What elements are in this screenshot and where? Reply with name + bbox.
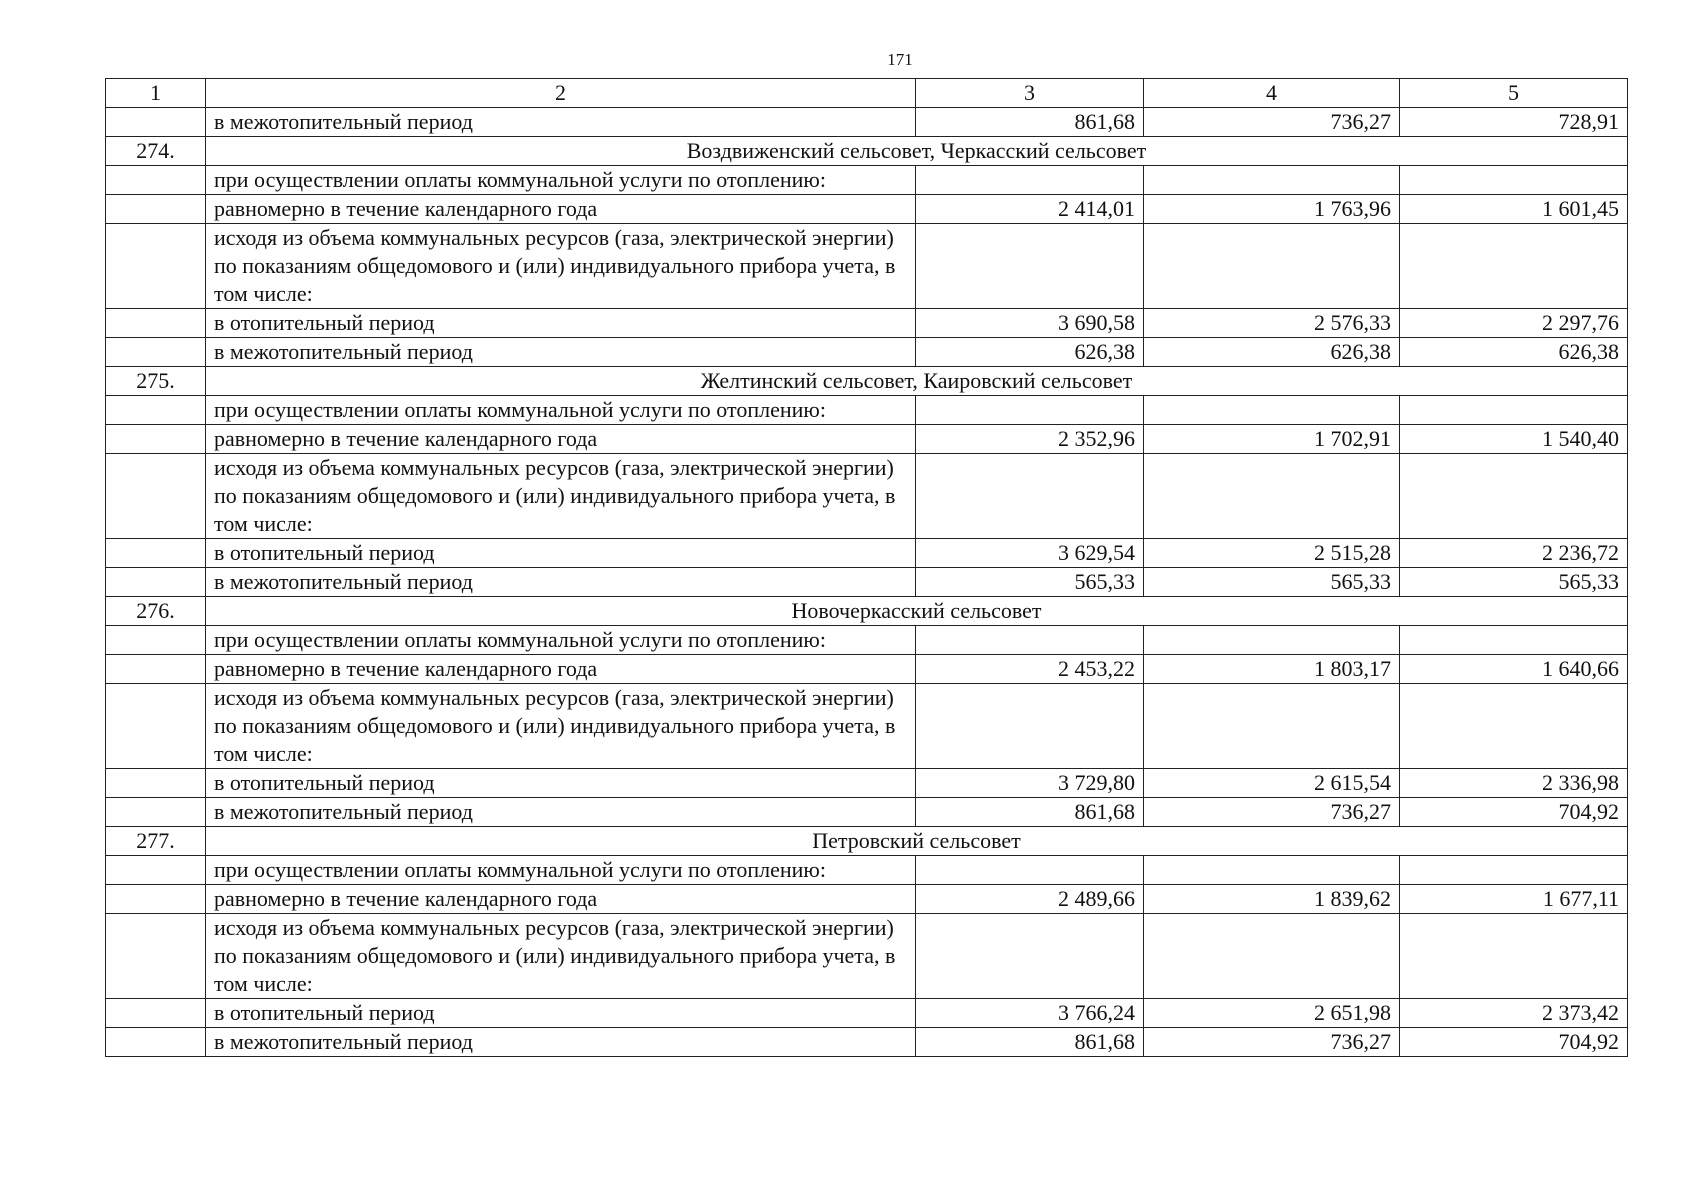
value-col-5: 728,91 [1400, 108, 1628, 137]
value-col-3: 3 729,80 [916, 769, 1144, 798]
row-number-cell [106, 769, 206, 798]
value-col-4: 2 515,28 [1144, 539, 1400, 568]
value-col-4: 565,33 [1144, 568, 1400, 597]
value-col-3 [916, 914, 1144, 999]
value-col-5: 1 601,45 [1400, 195, 1628, 224]
header-cell-3: 3 [916, 79, 1144, 108]
value-col-5 [1400, 166, 1628, 195]
table-row [106, 539, 1628, 568]
value-col-3: 3 690,58 [916, 309, 1144, 338]
row-number-cell [106, 655, 206, 684]
section-title: Желтинский сельсовет, Каировский сельсовет [206, 367, 1628, 396]
value-col-3 [916, 396, 1144, 425]
value-col-3: 861,68 [916, 1028, 1144, 1057]
value-col-3 [916, 454, 1144, 539]
row-label: в межотопительный период [206, 798, 916, 827]
row-label: в межотопительный период [206, 108, 916, 137]
value-col-4: 2 576,33 [1144, 309, 1400, 338]
value-col-5 [1400, 626, 1628, 655]
header-cell-1: 1 [106, 79, 206, 108]
value-col-3: 3 629,54 [916, 539, 1144, 568]
value-col-3: 861,68 [916, 798, 1144, 827]
row-number-cell [106, 798, 206, 827]
page-number: 171 [887, 50, 913, 69]
value-col-5: 704,92 [1400, 798, 1628, 827]
row-label: при осуществлении оплаты коммунальной услуги по отоплению: [206, 396, 916, 425]
row-label: в межотопительный период [206, 1028, 916, 1057]
value-col-5: 2 373,42 [1400, 999, 1628, 1028]
row-label: в межотопительный период [206, 568, 916, 597]
table-row [106, 914, 1628, 999]
value-col-4 [1144, 914, 1400, 999]
table-row [106, 684, 1628, 769]
section-row [106, 137, 1628, 166]
tariff-table [105, 78, 1628, 1057]
header-cell-5: 5 [1400, 79, 1628, 108]
table-row [106, 454, 1628, 539]
row-number-cell [106, 309, 206, 338]
table-row [106, 425, 1628, 454]
table-row [106, 108, 1628, 137]
value-col-5: 1 677,11 [1400, 885, 1628, 914]
header-cell-4: 4 [1144, 79, 1400, 108]
section-number: 274. [106, 137, 206, 166]
table-row [106, 309, 1628, 338]
value-col-4: 1 763,96 [1144, 195, 1400, 224]
header-row [106, 79, 1628, 108]
row-label: в отопительный период [206, 539, 916, 568]
row-number-cell [106, 856, 206, 885]
row-number-cell [106, 425, 206, 454]
value-col-4: 2 651,98 [1144, 999, 1400, 1028]
value-col-5: 704,92 [1400, 1028, 1628, 1057]
row-label: в отопительный период [206, 999, 916, 1028]
value-col-3 [916, 224, 1144, 309]
row-number-cell [106, 224, 206, 309]
value-col-4: 2 615,54 [1144, 769, 1400, 798]
section-row [106, 597, 1628, 626]
row-label: исходя из объема коммунальных ресурсов (газа, электрической энергии) по показаниям общедомового и (или) индивидуального прибора учета, в том числе: [206, 224, 916, 309]
table-row [106, 166, 1628, 195]
row-number-cell [106, 626, 206, 655]
row-label: равномерно в течение календарного года [206, 655, 916, 684]
value-col-4 [1144, 626, 1400, 655]
value-col-4: 1 803,17 [1144, 655, 1400, 684]
row-label: при осуществлении оплаты коммунальной услуги по отоплению: [206, 166, 916, 195]
row-number-cell [106, 914, 206, 999]
value-col-3 [916, 166, 1144, 195]
row-label: в отопительный период [206, 309, 916, 338]
row-label: при осуществлении оплаты коммунальной услуги по отоплению: [206, 856, 916, 885]
value-col-4: 736,27 [1144, 108, 1400, 137]
section-number: 275. [106, 367, 206, 396]
value-col-4 [1144, 224, 1400, 309]
row-number-cell [106, 885, 206, 914]
table-row [106, 655, 1628, 684]
value-col-3: 2 352,96 [916, 425, 1144, 454]
value-col-5: 565,33 [1400, 568, 1628, 597]
row-number-cell [106, 454, 206, 539]
row-label: исходя из объема коммунальных ресурсов (газа, электрической энергии) по показаниям общедомового и (или) индивидуального прибора учета, в том числе: [206, 454, 916, 539]
value-col-4: 736,27 [1144, 1028, 1400, 1057]
table-row [106, 338, 1628, 367]
value-col-3: 2 489,66 [916, 885, 1144, 914]
value-col-3: 2 453,22 [916, 655, 1144, 684]
value-col-4 [1144, 166, 1400, 195]
row-number-cell [106, 999, 206, 1028]
value-col-3: 861,68 [916, 108, 1144, 137]
section-title: Воздвиженский сельсовет, Черкасский сельсовет [206, 137, 1628, 166]
table-row [106, 195, 1628, 224]
table-row [106, 798, 1628, 827]
value-col-4: 1 702,91 [1144, 425, 1400, 454]
value-col-5 [1400, 684, 1628, 769]
value-col-4 [1144, 684, 1400, 769]
row-number-cell [106, 195, 206, 224]
section-title: Новочеркасский сельсовет [206, 597, 1628, 626]
table-body [106, 79, 1628, 1057]
row-label: исходя из объема коммунальных ресурсов (газа, электрической энергии) по показаниям общедомового и (или) индивидуального прибора учета, в том числе: [206, 684, 916, 769]
value-col-4 [1144, 856, 1400, 885]
row-number-cell [106, 396, 206, 425]
value-col-5: 2 336,98 [1400, 769, 1628, 798]
row-number-cell [106, 338, 206, 367]
value-col-5: 1 540,40 [1400, 425, 1628, 454]
table-row [106, 224, 1628, 309]
row-number-cell [106, 539, 206, 568]
row-label: в межотопительный период [206, 338, 916, 367]
row-label: при осуществлении оплаты коммунальной услуги по отоплению: [206, 626, 916, 655]
value-col-3 [916, 684, 1144, 769]
table-row [106, 999, 1628, 1028]
value-col-3 [916, 856, 1144, 885]
row-label: исходя из объема коммунальных ресурсов (газа, электрической энергии) по показаниям общедомового и (или) индивидуального прибора учета, в том числе: [206, 914, 916, 999]
table-row [106, 1028, 1628, 1057]
value-col-4: 626,38 [1144, 338, 1400, 367]
value-col-3: 626,38 [916, 338, 1144, 367]
section-title: Петровский сельсовет [206, 827, 1628, 856]
value-col-3: 2 414,01 [916, 195, 1144, 224]
row-label: равномерно в течение календарного года [206, 425, 916, 454]
value-col-4: 736,27 [1144, 798, 1400, 827]
header-cell-2: 2 [206, 79, 916, 108]
value-col-5 [1400, 856, 1628, 885]
value-col-4 [1144, 396, 1400, 425]
section-number: 276. [106, 597, 206, 626]
table-row [106, 885, 1628, 914]
value-col-5 [1400, 224, 1628, 309]
value-col-5 [1400, 914, 1628, 999]
row-label: в отопительный период [206, 769, 916, 798]
value-col-4: 1 839,62 [1144, 885, 1400, 914]
row-label: равномерно в течение календарного года [206, 885, 916, 914]
value-col-5: 626,38 [1400, 338, 1628, 367]
row-number-cell [106, 1028, 206, 1057]
row-number-cell [106, 568, 206, 597]
value-col-4 [1144, 454, 1400, 539]
section-number: 277. [106, 827, 206, 856]
table-row [106, 568, 1628, 597]
row-number-cell [106, 166, 206, 195]
value-col-5 [1400, 396, 1628, 425]
value-col-3: 565,33 [916, 568, 1144, 597]
table-row [106, 626, 1628, 655]
row-number-cell [106, 684, 206, 769]
table-row [106, 769, 1628, 798]
value-col-3: 3 766,24 [916, 999, 1144, 1028]
section-row [106, 367, 1628, 396]
value-col-3 [916, 626, 1144, 655]
row-number-cell [106, 108, 206, 137]
value-col-5: 2 236,72 [1400, 539, 1628, 568]
value-col-5: 2 297,76 [1400, 309, 1628, 338]
row-label: равномерно в течение календарного года [206, 195, 916, 224]
table-row [106, 856, 1628, 885]
value-col-5 [1400, 454, 1628, 539]
table-row [106, 396, 1628, 425]
section-row [106, 827, 1628, 856]
value-col-5: 1 640,66 [1400, 655, 1628, 684]
